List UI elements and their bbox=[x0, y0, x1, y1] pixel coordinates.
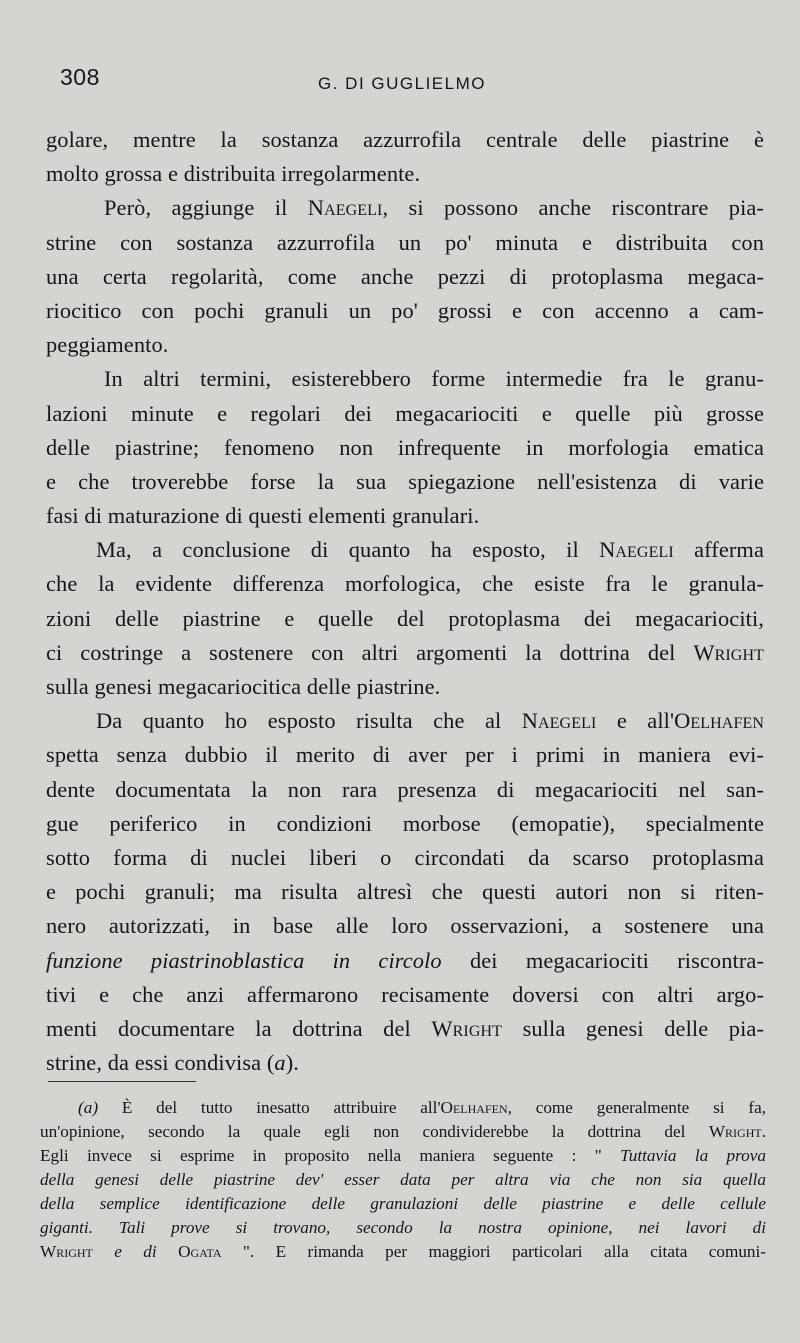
text-line: Da quanto ho esposto risulta che al Naegeli e all'Oelhafen bbox=[96, 708, 764, 734]
author-name: Oelhafen bbox=[674, 708, 764, 734]
text-line: riocitico con pochi granuli un po' grossi e con accenno a cam- bbox=[46, 297, 764, 323]
footnote-line: un'opinione, secondo la quale egli non condividerebbe la dottrina del Wright. bbox=[40, 1122, 767, 1141]
text-line: zioni delle piastrine e quelle del protoplasma dei megacariociti, bbox=[46, 605, 764, 631]
text-line: tivi e che anzi affermarono recisamente doversi con altri argo- bbox=[46, 981, 764, 1007]
author-name: Wright bbox=[708, 1122, 762, 1141]
text-line: fasi di maturazione di questi elementi granulari. bbox=[46, 503, 480, 529]
footnote-line: (a) È del tutto inesatto attribuire all'Oelhafen, come generalmente si fa, bbox=[78, 1098, 766, 1117]
text-line: menti documentare la dottrina del Wright sulla genesi delle pia- bbox=[46, 1015, 764, 1041]
author-name: Oelhafen bbox=[440, 1098, 508, 1117]
text-line: sulla genesi megacariocitica delle piastrine. bbox=[46, 674, 441, 699]
footnote-line: della semplice identificazione delle granulazioni delle piastrine e delle cellule bbox=[40, 1194, 766, 1213]
text-line: peggiamento. bbox=[46, 332, 169, 358]
text-line: strine con sostanza azzurrofila un po' minuta e distribuita con bbox=[46, 229, 764, 255]
text-line: In altri termini, esisterebbero forme intermedie fra le granu- bbox=[104, 366, 764, 392]
text-line: e che troverebbe forse la sua spiegazione nell'esistenza di varie bbox=[46, 468, 764, 494]
text-line: gue periferico in condizioni morbose (emopatie), specialmente bbox=[46, 810, 764, 836]
text-line: sotto forma di nuclei liberi o circondati da scarso protoplasma bbox=[46, 844, 764, 870]
text-line: dente documentata la non rara presenza di megacariociti nel san- bbox=[46, 776, 764, 802]
italic-phrase: funzione piastrinoblastica in circolo bbox=[46, 947, 442, 973]
text-line: delle piastrine; fenomeno non infrequente in morfologia ematica bbox=[46, 434, 764, 460]
text-line: nero autorizzati, in base alle loro osservazioni, a sostenere una bbox=[46, 913, 764, 939]
text-line: Ma, a conclusione di quanto ha esposto, il Naegeli afferma bbox=[96, 537, 764, 563]
text-line: una certa regolarità, come anche pezzi di protoplasma megaca- bbox=[46, 263, 764, 289]
main-text bbox=[46, 123, 764, 1080]
author-name: Wright bbox=[40, 1242, 93, 1261]
text-line: molto grossa e distribuita irregolarmente. bbox=[46, 161, 421, 187]
footnote-line: giganti. Tali prove si trovano, secondo la nostra opinione, nei lavori di bbox=[40, 1218, 766, 1237]
author-name: Naegeli bbox=[599, 537, 674, 563]
page-number: 308 bbox=[60, 64, 100, 90]
author-name: Naegeli bbox=[521, 708, 597, 734]
text-line: che la evidente differenza morfologica, che esiste fra le granula- bbox=[46, 571, 764, 597]
author-name: Wright bbox=[693, 639, 764, 665]
text-line: e pochi granuli; ma risulta altresì che questi autori non si riten- bbox=[46, 879, 764, 905]
footnote-line: Egli invece si esprime in proposito nella maniera seguente : " Tuttavia la prova bbox=[40, 1146, 766, 1165]
text-line: lazioni minute e regolari dei megacariociti e quelle più grosse bbox=[46, 400, 764, 426]
footnote bbox=[40, 1096, 766, 1264]
footnote-divider bbox=[48, 1081, 196, 1082]
author-name: Naegeli bbox=[307, 195, 383, 221]
page-header bbox=[0, 60, 800, 100]
footnote-ref: a bbox=[274, 1050, 286, 1076]
text-line: golare, mentre la sostanza azzurrofila centrale delle piastrine è bbox=[46, 127, 764, 152]
text-line: ci costringe a sostenere con altri argomenti la dottrina del Wright bbox=[46, 639, 764, 665]
author-name: Wright bbox=[431, 1015, 503, 1041]
text-line: spetta senza dubbio il merito di aver per i primi in maniera evi- bbox=[46, 742, 764, 768]
text-line: strine, da essi condivisa (a). bbox=[46, 1050, 299, 1076]
text-line: funzione piastrinoblastica in circolo dei megacariociti riscontra- bbox=[46, 947, 764, 973]
author-name: Ogata bbox=[178, 1242, 222, 1261]
running-head: G. DI GUGLIELMO bbox=[318, 74, 486, 93]
footnote-line: della genesi delle piastrine dev' esser data per altra via che non sia quella bbox=[40, 1170, 766, 1189]
text-line: Però, aggiunge il Naegeli, si possono anche riscontrare pia- bbox=[104, 195, 764, 221]
footnote-line: Wright e di Ogata ". E rimanda per maggiori particolari alla citata comuni- bbox=[40, 1242, 767, 1261]
